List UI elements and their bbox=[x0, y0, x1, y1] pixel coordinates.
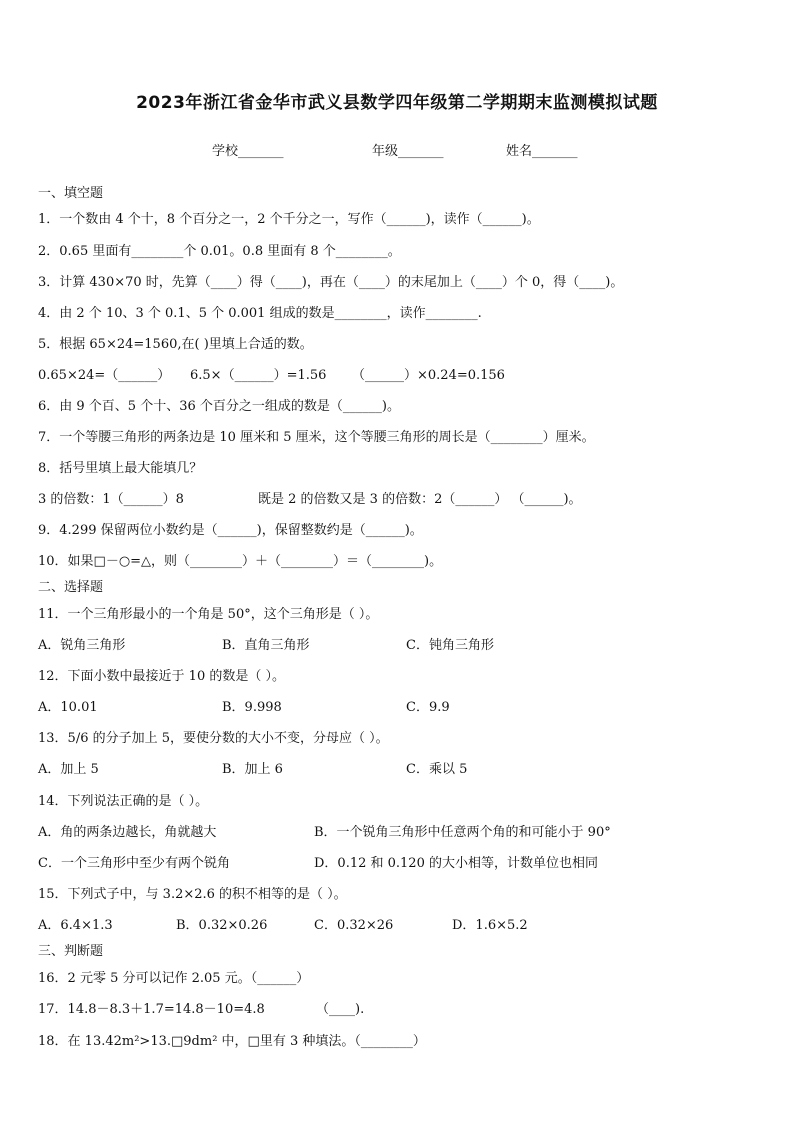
question-15-option-c: C．0.32×26 bbox=[314, 918, 394, 933]
question-15-option-b: B．0.32×0.26 bbox=[176, 918, 268, 933]
question-12-option-c: C．9.9 bbox=[406, 700, 450, 715]
page-title: 2023年浙江省金华市武义县数学四年级第二学期期末监测模拟试题 bbox=[136, 93, 658, 113]
question-11-option-c: C．钝角三角形 bbox=[406, 638, 494, 653]
question-14-option-c: C．一个三角形中至少有两个锐角 bbox=[38, 856, 230, 871]
question-5-part-b: 6.5×（______）=1.56 bbox=[190, 368, 327, 383]
question-8-part-a: 3 的倍数：1（______）8 bbox=[38, 492, 184, 507]
question-13: 13．5/6 的分子加上 5，要使分数的大小不变，分母应（ ）。 bbox=[38, 731, 389, 746]
question-2: 2．0.65 里面有________个 0.01。0.8 里面有 8 个________。 bbox=[38, 244, 401, 259]
question-14-option-d: D．0.12 和 0.120 的大小相等，计数单位也相同 bbox=[314, 856, 598, 871]
question-8-part-b: 既是 2 的倍数又是 3 的倍数：2（______） （______)。 bbox=[258, 492, 582, 507]
question-18: 18．在 13.42m²>13.□9dm² 中，□里有 3 种填法。（________） bbox=[38, 1034, 426, 1049]
question-11-option-b: B．直角三角形 bbox=[222, 638, 310, 653]
question-10: 10．如果□－○=△，则（________）＋（________）＝（________)。 bbox=[38, 554, 443, 569]
question-12: 12．下面小数中最接近于 10 的数是（ ）。 bbox=[38, 669, 285, 684]
question-7: 7．一个等腰三角形的两条边是 10 厘米和 5 厘米，这个等腰三角形的周长是（________）厘米。 bbox=[38, 430, 595, 445]
question-5: 5．根据 65×24=1560,在( )里填上合适的数。 bbox=[38, 337, 313, 352]
question-6: 6．由 9 个百、5 个十、36 个百分之一组成的数是（______)。 bbox=[38, 399, 400, 414]
question-5-part-a: 0.65×24=（______） bbox=[38, 368, 171, 383]
question-11: 11．一个三角形最小的一个角是 50°，这个三角形是（ ）。 bbox=[38, 607, 379, 622]
question-4: 4．由 2 个 10、3 个 0.1、5 个 0.001 组成的数是________，读作________. bbox=[38, 306, 482, 321]
question-14-option-b: B．一个锐角三角形中任意两个角的和可能小于 90° bbox=[314, 825, 611, 840]
section-multiple-choice: 二、选择题 bbox=[38, 580, 104, 595]
name-field: 姓名_______ bbox=[506, 144, 578, 159]
question-12-option-b: B．9.998 bbox=[222, 700, 282, 715]
question-9: 9．4.299 保留两位小数约是（______)，保留整数约是（______)。 bbox=[38, 523, 423, 538]
question-17: 17．14.8－8.3＋1.7=14.8－10=4.8 bbox=[38, 1002, 265, 1017]
question-12-option-a: A．10.01 bbox=[38, 700, 98, 715]
question-17-answer: （____). bbox=[316, 1002, 365, 1017]
question-14: 14．下列说法正确的是（ ）。 bbox=[38, 794, 209, 809]
grade-field: 年级_______ bbox=[372, 144, 444, 159]
question-15-option-d: D．1.6×5.2 bbox=[452, 918, 528, 933]
question-13-option-b: B．加上 6 bbox=[222, 762, 283, 777]
question-11-option-a: A．锐角三角形 bbox=[38, 638, 126, 653]
question-13-option-a: A．加上 5 bbox=[38, 762, 99, 777]
section-fill-in: 一、填空题 bbox=[38, 186, 104, 201]
question-15: 15．下列式子中，与 3.2×2.6 的积不相等的是（ ）。 bbox=[38, 887, 347, 902]
question-13-option-c: C．乘以 5 bbox=[406, 762, 468, 777]
school-field: 学校_______ bbox=[212, 144, 284, 159]
question-8: 8．括号里填上最大能填几？ bbox=[38, 461, 203, 476]
question-5-part-c: （______）×0.24=0.156 bbox=[352, 368, 505, 383]
question-16: 16．2 元零 5 分可以记作 2.05 元。（______） bbox=[38, 971, 310, 986]
question-3: 3．计算 430×70 时，先算（____）得（____)，再在（____）的末尾加上（____）个 0，得（____)。 bbox=[38, 275, 624, 290]
question-1: 1．一个数由 4 个十，8 个百分之一，2 个千分之一，写作（______)，读作（______)。 bbox=[38, 212, 540, 227]
question-14-option-a: A．角的两条边越长，角就越大 bbox=[38, 825, 217, 840]
section-true-false: 三、判断题 bbox=[38, 944, 104, 959]
question-15-option-a: A．6.4×1.3 bbox=[38, 918, 113, 933]
